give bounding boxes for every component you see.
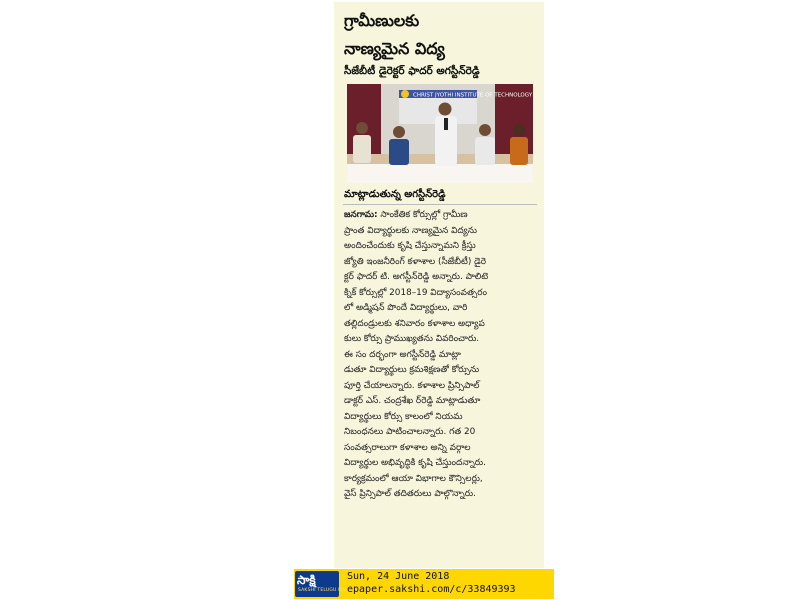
photo-caption: మాట్లాడుతున్న అగస్టీన్‌రెడ్డి — [344, 189, 446, 200]
body-line: డాక్టర్ ఎస్. చంద్రశేఖ ర్‌రెడ్డి మాట్లాడుతూ — [344, 396, 481, 406]
logo-subtext: SAKSHI TELUGU DAILY — [298, 588, 352, 593]
body-line: తల్లిదండ్రులకు శనివారం కళాశాల అధ్యాప — [344, 318, 485, 329]
epaper-footer — [294, 569, 554, 599]
body-line: ప్రాంత విద్యార్థులకు నాణ్యమైన విద్యను — [344, 225, 477, 236]
body-line: అందించేందుకు కృషి చేస్తున్నామని క్రీస్తు — [344, 241, 476, 251]
news-photo — [347, 84, 533, 183]
body-line — [344, 208, 537, 224]
body-line: వైస్ ప్రిన్సిపాల్ తదితరులు పాల్గొన్నారు. — [344, 489, 476, 499]
body-line: డుతూ విద్యార్థులు క్రమశిక్షణతో కోర్సును — [344, 365, 480, 375]
dateline: జనగామ: — [344, 210, 378, 220]
body-line: లో అడ్మిషన్ పొందే విద్యార్థులు, వారి — [344, 303, 468, 313]
publication-date: Sun, 24 June 2018 — [347, 571, 450, 582]
sakshi-logo[interactable] — [295, 571, 352, 597]
article-body — [344, 208, 537, 503]
subheadline: సీజేబీటీ డైరెక్టర్ ఫాదర్ అగస్టీన్‌రెడ్డి — [344, 65, 480, 77]
headline-line-1: గ్రామీణులకు — [344, 11, 420, 30]
body-text: సాంకేతిక కోర్సుల్లో గ్రామీణ — [380, 210, 468, 220]
body-line: క్నిక్ కోర్సుల్లో 2018–19 విద్యాసంవత్సరం — [344, 287, 488, 298]
body-line: పూర్తి చేయాలన్నారు. కళాశాల ప్రిన్సిపాల్ — [344, 380, 480, 391]
body-line: సంవత్సరాలుగా కళాశాల అన్ని వర్గాల — [344, 442, 471, 453]
body-line: విద్యార్థులు కోర్సు కాలంలో నియమ — [344, 411, 463, 422]
divider — [343, 204, 537, 205]
epaper-link[interactable]: epaper.sakshi.com/c/33849393 — [347, 584, 516, 595]
body-line: ఈ సం దర్భంగా అగస్టీన్‌రెడ్డి మాట్లా — [344, 349, 461, 360]
headline-line-2: నాణ్యమైన విద్య — [344, 39, 445, 58]
body-line: కులు కోర్సు ప్రాముఖ్యతను వివరించారు. — [344, 334, 480, 344]
body-line: విద్యార్థుల అభివృద్ధికి కృషి చేస్తుందన్నారు. — [344, 458, 486, 468]
logo-text: సాక్షి — [297, 573, 316, 587]
news-photo-illustration — [347, 84, 533, 183]
body-line: కార్యక్రమంలో ఆయా విభాగాల కౌన్సిలర్లు, — [344, 473, 483, 484]
body-line: జ్యోతి ఇంజనీరింగ్ కళాశాల (సీజేబీటీ) డైరె — [344, 256, 486, 267]
body-line: నిబంధనలు పాటించాలన్నారు. గత 20 — [344, 427, 476, 437]
body-line: క్టర్ ఫాదర్ టి. అగస్టీన్‌రెడ్డి అన్నారు. పాలిటె — [344, 272, 489, 282]
photo-banner-text: CHRIST JYOTHI INSTITUTE OF TECHNOLOGY — [413, 92, 533, 99]
newspaper-clipping — [334, 2, 544, 568]
